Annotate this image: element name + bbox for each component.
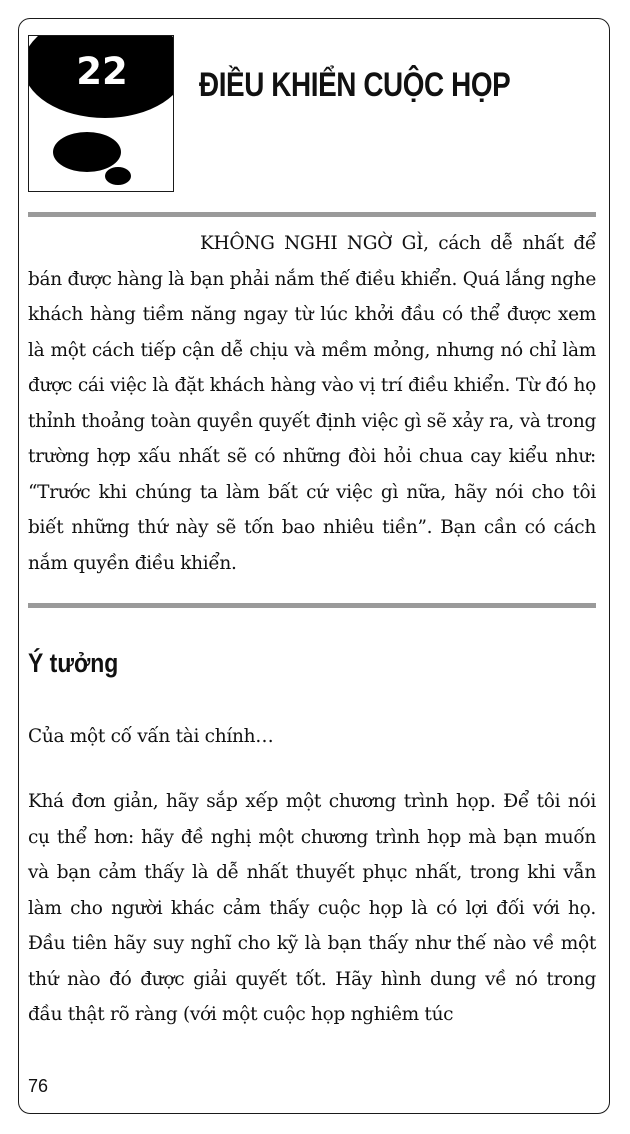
chapter-number: 22 [76, 50, 128, 93]
bottom-divider [28, 603, 596, 608]
section-heading: Ý tưởng [28, 648, 119, 678]
chapter-title: ĐIỀU KHIỂN CUỘC HỌP [199, 66, 511, 104]
section-lead: Của một cố vấn tài chính… [28, 726, 274, 747]
chapter-badge [28, 35, 174, 192]
page-number: 76 [28, 1076, 49, 1096]
section-body: Khá đơn giản, hãy sắp xếp một chương trình họp. Để tôi nói cụ thể hơn: hãy đề nghị một chương trình họp mà bạn muốn và bạn cảm thấy là dễ nhất thuyết phục nhất, trong khi vẫn làm cho người khác cảm thấy cuộc họp là có lợi đối với họ. Đầu tiên hãy suy nghĩ cho kỹ là bạn thấy như thế nào về một thứ nào đó được giải quyết tốt. Hãy hình dung về nó trong đầu thật rõ ràng (với một cuộc họp nghiêm túc [28, 791, 596, 1025]
intro-paragraph: KHÔNG NGHI NGỜ GÌ, cách dễ nhất để bán được hàng là bạn phải nắm thế điều khiển. Quá lắng nghe khách hàng tiềm năng ngay từ lúc khởi đầu có thể được xem là một cách tiếp cận dễ chịu và mềm mỏng, nhưng nó chỉ làm được cái việc là đặt khách hàng vào vị trí điều khiển. Từ đó họ thỉnh thoảng toàn quyền quyết định việc gì sẽ xảy ra, và trong trường hợp xấu nhất sẽ có những đòi hỏi chua cay kiểu như: “Trước khi chúng ta làm bất cứ việc gì nữa, hãy nói cho tôi biết những thứ này sẽ tốn bao nhiêu tiền”. Bạn cần có cách nắm quyền điều khiển. [28, 233, 596, 574]
top-divider [28, 212, 596, 217]
